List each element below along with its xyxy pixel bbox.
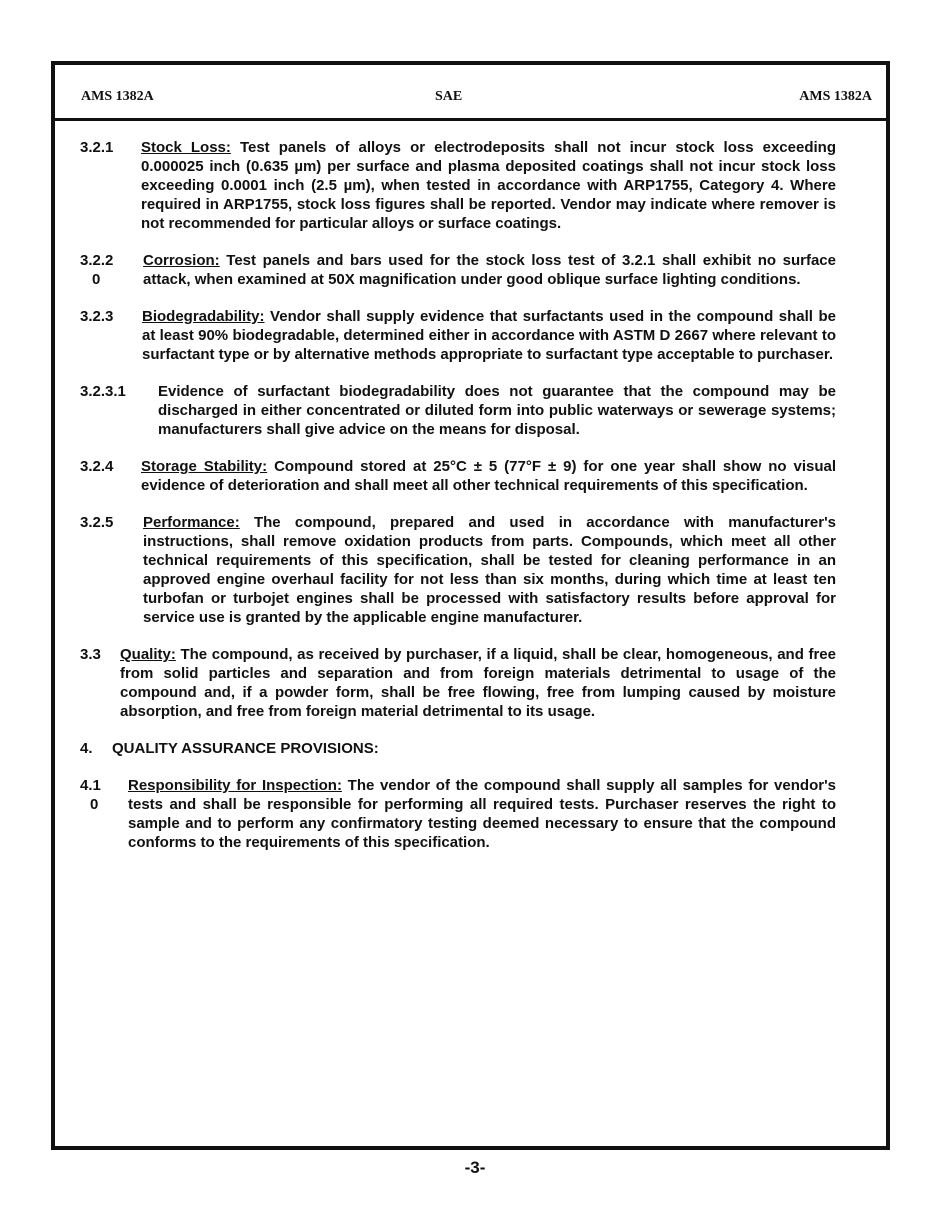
section-text [158,382,836,439]
section-text [128,776,836,852]
section-3-2-1 [80,138,836,233]
section-body: The compound, as received by purchaser, if a liquid, shall be clear, homogeneous, and free from solid particles and separation and from foreign materials detrimental to usage of the compound and, if a powder form, shall be free flowing, free from lumping caused by moisture absorption, and free from foreign material detrimental to its usage. [120,646,836,720]
section-title: Storage Stability: [141,458,268,475]
section-heading: QUALITY ASSURANCE PROVISIONS: [112,740,379,757]
section-3-2-3 [80,307,836,364]
header-left-doc-id: AMS 1382A [81,89,154,104]
section-3-2-5 [80,513,836,627]
section-number: 3.2.2 [80,252,114,269]
section-number: 4. [80,740,93,757]
section-3-2-4 [80,457,836,495]
section-title: Biodegradability: [142,308,265,325]
section-number: 3.2.3 [80,308,114,325]
section-body: Vendor shall supply evidence that surfactants used in the compound shall be at least 90% biodegradable, determined either in accordance with ASTM D 2667 where relevant to surfactant type or by alternative methods appropriate to surfactant type acceptable to purchaser. [142,308,836,363]
section-number: 4.1 [80,777,101,794]
section-body: Test panels and bars used for the stock loss test of 3.2.1 shall exhibit no surface attack, when examined at 50X magnification under good oblique surface lighting conditions. [143,252,836,288]
section-4 [80,739,836,758]
section-body: The compound, prepared and used in accordance with manufacturer's instructions, shall remove oxidation products from parts. Compounds, which meet all other technical requirements of this specification, shall be tested for cleaning performance in an approved engine overhaul facility for not less than six months, during which time at least ten turbofan or turbojet engines shall be processed with satisfactory results before approval for service use is granted by the applicable engine manufacturer. [143,514,836,626]
section-number: 3.2.5 [80,514,114,531]
section-number: 3.2.1 [80,139,114,156]
section-title: Responsibility for Inspection: [128,777,342,794]
section-body: Compound stored at 25°C ± 5 (77°F ± 9) for one year shall show no visual evidence of deterioration and shall meet all other technical requirements of this specification. [141,458,837,494]
section-title: Stock Loss: [141,139,231,156]
section-body: Evidence of surfactant biodegradability does not guarantee that the compound may be discharged in either concentrated or diluted form into public waterways or sewerage systems; manufacturers shall give advice on the means for disposal. [158,383,836,438]
section-body: The vendor of the compound shall supply all samples for vendor's tests and shall be responsible for performing all required tests. Purchaser reserves the right to sample and to perform any confirmatory testing deemed necessary to ensure that the compound conforms to the requirements of this specification. [128,777,836,851]
section-number: 3.2.3.1 [80,383,126,400]
section-3-2-2 [80,251,836,289]
revision-marker: 0 [92,271,101,288]
header-center-org: SAE [435,89,463,104]
page-number: -3- [464,1158,486,1177]
section-text [141,138,836,233]
section-4-1 [80,776,836,852]
section-3-2-3-1 [80,382,836,439]
section-body: Test panels of alloys or electrodeposits shall not incur stock loss exceeding 0.000025 inch (0.635 µm) per surface and plasma deposited coatings shall not incur stock loss exceeding 0.0001 inch (2.5 µm), when tested in accordance with ARP1755, Category 4. Where required in ARP1755, stock loss figures shall be reported. Vendor may indicate where remover is not recommended for particular alloys or surface coatings. [141,139,836,232]
revision-marker: 0 [90,796,99,813]
section-title: Corrosion: [143,252,220,269]
section-title: Quality: [120,646,176,663]
section-number: 3.3 [80,646,101,663]
section-title: Performance: [143,514,240,531]
document-body [80,138,836,870]
section-text [143,513,836,627]
section-3-3 [80,645,836,721]
section-text [143,251,836,289]
section-text [142,307,836,364]
header-right-doc-id: AMS 1382A [799,89,872,104]
section-text [141,457,836,495]
section-text [120,645,836,721]
page-header [55,65,886,121]
section-number: 3.2.4 [80,458,114,475]
